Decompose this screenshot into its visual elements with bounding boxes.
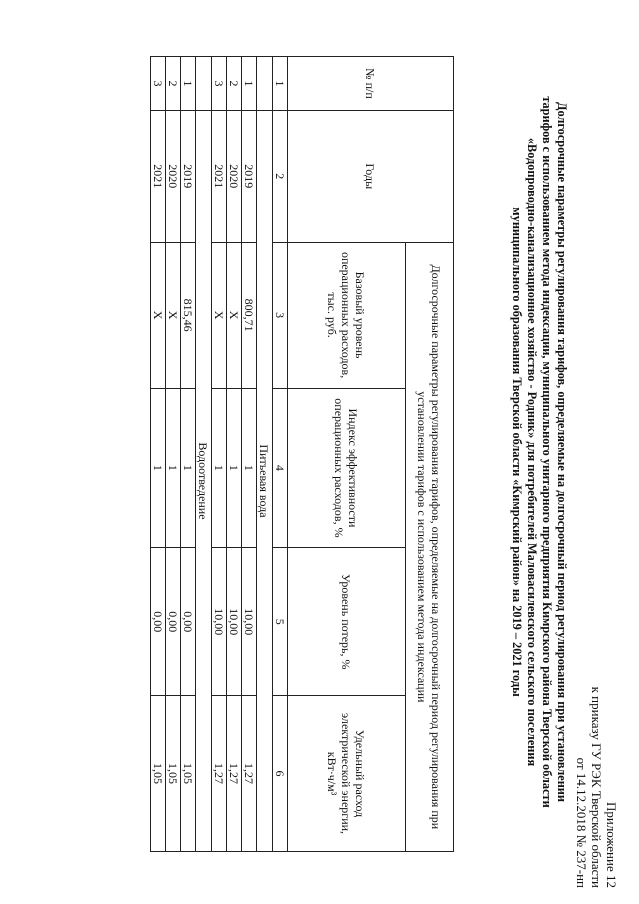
row-number: 3 bbox=[212, 57, 227, 111]
row-base-level: 815,46 bbox=[181, 242, 196, 388]
header-number: № п/п bbox=[288, 57, 454, 111]
section-title: Питьевая вода bbox=[257, 110, 273, 851]
table-row bbox=[181, 57, 196, 852]
row-base-level: 800,71 bbox=[242, 242, 257, 388]
row-loss-level: 10,00 bbox=[227, 548, 242, 696]
row-number: 2 bbox=[227, 57, 242, 111]
row-energy: 1,05 bbox=[181, 696, 196, 852]
row-loss-level: 0,00 bbox=[181, 548, 196, 696]
tariff-parameters-table bbox=[150, 56, 454, 852]
section-row bbox=[196, 57, 212, 852]
row-year: 2020 bbox=[166, 110, 181, 242]
row-energy: 1,27 bbox=[242, 696, 257, 852]
row-year: 2020 bbox=[227, 110, 242, 242]
title-line: тарифов с использованием метода индексации, муниципального унитарного предприятия Кимрского района Тверской области bbox=[540, 96, 554, 808]
row-base-level: Х bbox=[166, 242, 181, 388]
document-title bbox=[509, 50, 569, 854]
row-base-level: Х bbox=[151, 242, 166, 388]
row-year: 2021 bbox=[151, 110, 166, 242]
column-number: 4 bbox=[273, 388, 288, 548]
column-number: 6 bbox=[273, 696, 288, 852]
title-line: муниципального образования Тверской области «Кимрский район» на 2019 – 2021 годы bbox=[510, 207, 524, 697]
row-base-level: Х bbox=[212, 242, 227, 388]
row-loss-level: 10,00 bbox=[212, 548, 227, 696]
row-energy: 1,05 bbox=[151, 696, 166, 852]
appendix-order: к приказу ГУ РЭК Тверской области bbox=[589, 686, 604, 888]
column-number: 5 bbox=[273, 548, 288, 696]
table-row bbox=[151, 57, 166, 852]
table-row bbox=[227, 57, 242, 852]
row-efficiency-index: 1 bbox=[166, 388, 181, 548]
row-number: 3 bbox=[151, 57, 166, 111]
row-year: 2019 bbox=[181, 110, 196, 242]
row-number: 1 bbox=[181, 57, 196, 111]
header-efficiency-index: Индекс эффективности операционных расходов, % bbox=[288, 388, 406, 548]
row-loss-level: 0,00 bbox=[151, 548, 166, 696]
column-number: 3 bbox=[273, 242, 288, 388]
header-years: Годы bbox=[288, 110, 454, 242]
row-efficiency-index: 1 bbox=[151, 388, 166, 548]
row-base-level: Х bbox=[227, 242, 242, 388]
appendix-reference bbox=[574, 687, 619, 888]
row-loss-level: 0,00 bbox=[166, 548, 181, 696]
row-loss-level: 10,00 bbox=[242, 548, 257, 696]
row-efficiency-index: 1 bbox=[242, 388, 257, 548]
header-energy-consumption: Удельный расход электрической энергии, кВт·ч/м³ bbox=[288, 696, 406, 852]
header-base-level: Базовый уровень операционных расходов, тыс. руб. bbox=[288, 242, 406, 388]
column-number: 2 bbox=[273, 110, 288, 242]
row-energy: 1,27 bbox=[212, 696, 227, 852]
column-number: 1 bbox=[273, 57, 288, 111]
appendix-number: Приложение 12 bbox=[604, 801, 619, 888]
title-line: Долгосрочные параметры регулирования тарифов, определяемые на долгосрочный период регулирования при установлении bbox=[555, 102, 569, 802]
column-number-row bbox=[273, 57, 288, 852]
row-year: 2021 bbox=[212, 110, 227, 242]
row-efficiency-index: 1 bbox=[227, 388, 242, 548]
section-row bbox=[257, 57, 273, 852]
header-loss-level: Уровень потерь, % bbox=[288, 548, 406, 696]
title-line: «Водопроводно-канализационное хозяйство - Родник» для потребителей Маловасилевского сельского поселения bbox=[525, 137, 539, 767]
section-title: Водоотведение bbox=[196, 110, 212, 851]
row-energy: 1,27 bbox=[227, 696, 242, 852]
row-year: 2019 bbox=[242, 110, 257, 242]
table-row bbox=[166, 57, 181, 852]
appendix-date: от 14.12.2018 № 237-нп bbox=[574, 757, 589, 888]
table-row bbox=[212, 57, 227, 852]
row-energy: 1,05 bbox=[166, 696, 181, 852]
row-efficiency-index: 1 bbox=[212, 388, 227, 548]
table-row bbox=[242, 57, 257, 852]
row-number: 2 bbox=[166, 57, 181, 111]
row-number: 1 bbox=[242, 57, 257, 111]
header-group: Долгосрочные параметры регулирования тарифов, определяемые на долгосрочный период регулирования при установлении тарифов с использованием метода индексации bbox=[406, 242, 454, 851]
row-efficiency-index: 1 bbox=[181, 388, 196, 548]
